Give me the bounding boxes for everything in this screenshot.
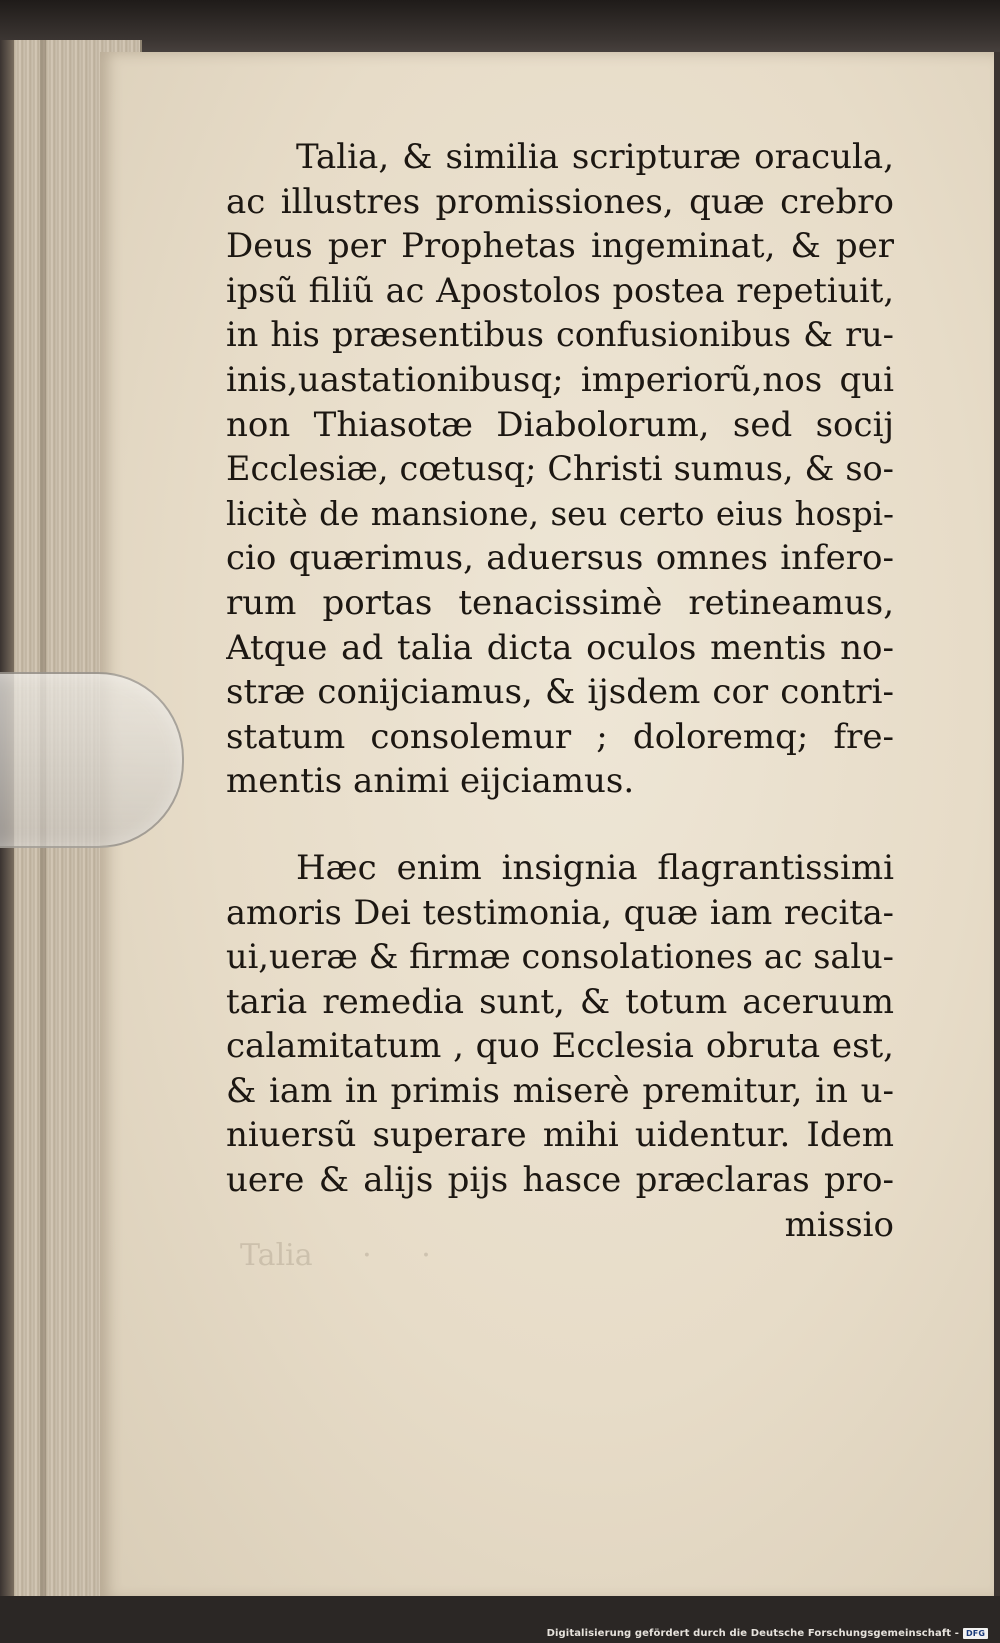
text-line: niuersũ superare mihi uidentur. Idem: [226, 1115, 894, 1156]
text-line: Deus per Prophetas ingeminat, & per: [226, 226, 894, 267]
text-line: Atque ad talia dicta oculos mentis no-: [226, 627, 894, 668]
text-line: Ecclesiæ, cœtusq; Christi sumus, & so-: [226, 449, 894, 489]
catchword: missio: [784, 1204, 894, 1245]
credit-text: Digitalisierung gefördert durch die Deutsche Forschungsgemeinschaft -: [546, 1628, 960, 1639]
text-line: stræ conijciamus, & ijsdem cor contri-: [226, 672, 894, 713]
text-line: amoris Dei testimonia, quæ iam recita-: [226, 892, 894, 932]
text-line: taria remedia sunt, & totum aceruum: [226, 981, 894, 1022]
text-line: inis,uastationibusq; imperiorũ,nos qui: [226, 359, 894, 400]
text-line: licitè de mansione, seu certo eius hospi-: [226, 494, 894, 533]
digitization-credit: [547, 1628, 988, 1639]
right-page-edge: [994, 52, 1000, 1600]
text-line: non Thiasotæ Diabolorum, sed socij: [226, 404, 894, 445]
page-text: [226, 135, 894, 1247]
show-through-text: Talia · ·: [240, 1238, 431, 1273]
text-line: ac illustres promissiones, quæ crebro: [226, 181, 894, 222]
dfg-logo: DFG: [963, 1628, 988, 1639]
text-line: rum portas tenacissimè retineamus,: [226, 582, 894, 623]
paragraph-2: [226, 846, 894, 1247]
text-line: Talia, & similia scripturæ oracula,: [296, 137, 894, 177]
paragraph-1: [226, 135, 894, 804]
text-line: cio quærimus, aduersus omnes infero-: [226, 538, 894, 579]
bookmark-strap: [0, 672, 184, 848]
text-line: Hæc enim insignia flagrantissimi: [296, 847, 894, 888]
text-line: statum consolemur ; doloremq; fre-: [226, 716, 894, 757]
text-line: uere & alijs pijs hasce præclaras pro-: [226, 1160, 894, 1201]
text-line: mentis animi eijciamus.: [226, 761, 635, 802]
text-line: calamitatum , quo Ecclesia obruta est,: [226, 1026, 894, 1067]
text-line: ui,ueræ & firmæ consolationes ac salu-: [226, 937, 894, 977]
text-line: ipsũ filiũ ac Apostolos postea repetiuit,: [226, 270, 894, 310]
text-line: & iam in primis miserè premitur, in u-: [226, 1070, 894, 1111]
binding-shadow: [0, 0, 1000, 56]
text-line: in his præsentibus confusionibus & ru-: [226, 315, 894, 355]
